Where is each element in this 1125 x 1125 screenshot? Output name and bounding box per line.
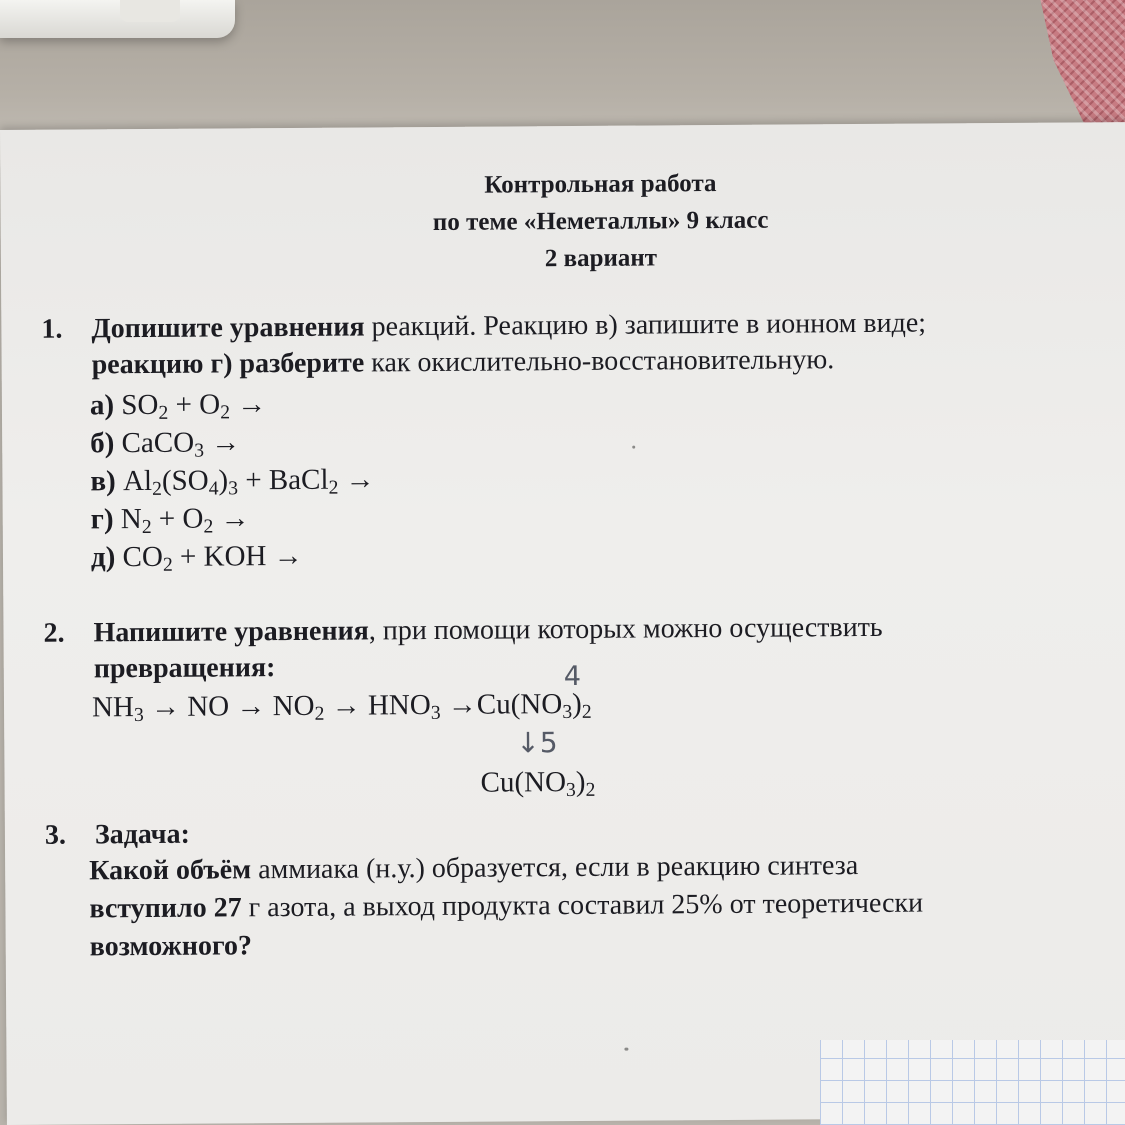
- task3-title: Задача:: [94, 818, 190, 851]
- subscript: 2: [314, 702, 325, 725]
- white-object: [0, 0, 235, 38]
- subscript: 3: [562, 700, 573, 724]
- subscript: 2: [220, 401, 231, 424]
- formula-text: + O: [168, 388, 221, 421]
- task2-number: 2.: [43, 617, 65, 649]
- formula-text: → HNO: [324, 689, 431, 722]
- subscript: 2: [581, 700, 592, 723]
- reaction-label: б): [90, 427, 122, 460]
- subscript: 3: [133, 703, 144, 727]
- task1-text1: реакций. Реакцию в) запишите в ионном виде;: [364, 307, 927, 343]
- formula-text: →: [203, 426, 241, 459]
- subscript: 3: [430, 701, 441, 724]
- formula-text: Cu(NO: [480, 766, 567, 799]
- handwritten-4: 4: [563, 660, 582, 693]
- reaction-item: [90, 388, 267, 422]
- task2-bold: Напишите уравнения: [93, 615, 369, 649]
- subscript: 3: [194, 439, 205, 462]
- reaction-label: г): [90, 503, 121, 536]
- worksheet-topic: по теме «Неметаллы» 9 класс: [432, 206, 769, 236]
- worksheet-title: Контрольная работа: [484, 169, 717, 199]
- formula-text: →Cu(NO: [440, 688, 563, 721]
- worksheet: [0, 122, 1125, 1125]
- formula-text: + BaCl: [237, 463, 329, 497]
- formula-text: →: [338, 463, 375, 496]
- worksheet-variant: 2 вариант: [544, 244, 658, 273]
- subscript: 2: [158, 401, 169, 424]
- grid-notebook: [820, 1040, 1125, 1125]
- task3-line1: [45, 819, 190, 852]
- formula-text: ): [218, 464, 229, 497]
- task3-text1: аммиака (н.у.) образуется, если в реакцию синтеза: [251, 850, 859, 886]
- task2-line2: превращения:: [93, 652, 276, 685]
- formula-text: + O: [151, 502, 204, 535]
- task1-line2: [92, 344, 835, 381]
- object-cap: [120, 0, 180, 22]
- paper-speck: [632, 446, 635, 449]
- task1-number: 1.: [41, 313, 63, 345]
- reaction-item: [90, 426, 240, 460]
- subscript: 2: [203, 515, 214, 538]
- task2-line1: [43, 612, 882, 650]
- formula-text: →: [229, 388, 267, 421]
- formula-text: ): [572, 687, 582, 721]
- formula-text: N: [120, 503, 142, 536]
- subscript: 3: [565, 778, 576, 801]
- reaction-item: [91, 540, 303, 574]
- reaction-item: [90, 463, 374, 498]
- formula-text: + KOH →: [172, 539, 303, 573]
- paper-speck: [624, 1048, 628, 1051]
- subscript: 2: [585, 778, 596, 801]
- task3-bold2: вступило 27: [89, 892, 242, 925]
- subscript: 2: [152, 477, 163, 500]
- task2-text: , при помощи которых можно осуществить: [368, 611, 883, 647]
- task3-number: 3.: [44, 819, 67, 851]
- formula-text: → NO → NO: [143, 689, 315, 724]
- formula-text: (SO: [161, 464, 209, 497]
- task2-chain: [91, 687, 592, 727]
- task3-line2: [89, 850, 858, 887]
- subscript: 2: [328, 476, 339, 499]
- formula-text: CO: [122, 540, 163, 574]
- subscript: 4: [208, 477, 219, 500]
- task2-product: [480, 766, 595, 800]
- reaction-item: [91, 502, 250, 536]
- subscript: 2: [162, 553, 173, 576]
- subscript: 3: [228, 477, 239, 500]
- subscript: 2: [141, 515, 152, 538]
- reaction-label: д): [90, 541, 123, 574]
- task3-line4: возможного?: [89, 930, 253, 963]
- task3-bold1: Какой объём: [89, 854, 252, 887]
- formula-text: SO: [121, 388, 159, 422]
- task1-bold2: реакцию г) разберите: [91, 347, 365, 381]
- formula-text: NH: [91, 691, 135, 724]
- task3-line3: [89, 888, 923, 926]
- formula-text: CaCO: [121, 426, 195, 460]
- task1-line1: [41, 308, 926, 346]
- formula-text: ): [575, 765, 586, 798]
- reaction-label: в): [90, 465, 124, 498]
- formula-text: →: [213, 502, 250, 535]
- handwritten-down-arrow-5: ↓5: [516, 726, 558, 760]
- task3-text2: г азота, а выход продукта составил 25% от теоретически: [241, 887, 924, 924]
- formula-text: Al: [122, 464, 153, 498]
- reaction-label: а): [89, 389, 122, 422]
- task1-text2: как окислительно-восстановительную.: [364, 344, 835, 379]
- task1-bold1: Допишите уравнения: [91, 311, 365, 345]
